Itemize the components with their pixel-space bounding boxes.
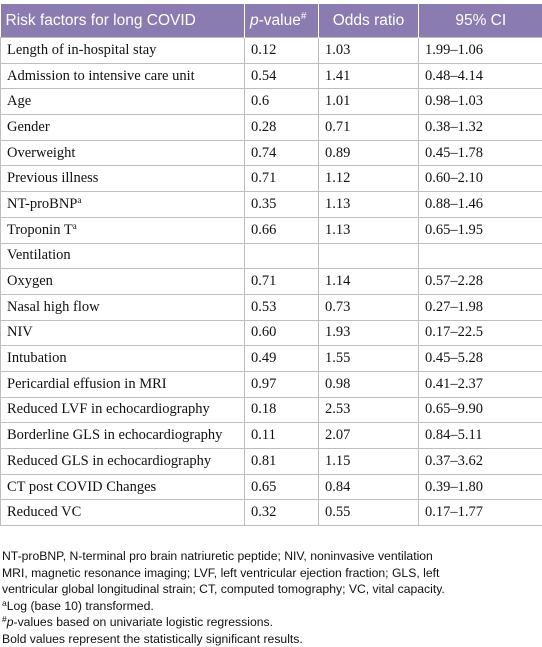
cell-confidence-interval: 0.45–1.78 [419,140,542,166]
cell-confidence-interval [419,243,542,269]
footnote-bold-note: Bold values represent the statistically significant results. [2,631,540,647]
table-row [1,500,542,526]
table-row [1,269,542,295]
footnote-hash-text: -values based on univariate logistic regressions. [14,615,273,629]
cell-odds-ratio: 0.84 [319,474,419,500]
cell-p-value: 0.66 [245,217,319,243]
cell-confidence-interval: 0.88–1.46 [419,192,542,218]
table-row [1,397,542,423]
cell-p-value: 0.49 [245,346,319,372]
cell-confidence-interval: 0.41–2.37 [419,371,542,397]
footnote-marker: a [73,221,77,231]
footnote-a [2,598,540,615]
footnote-a-mark: a [2,598,7,608]
cell-risk-factor: Intubation [1,346,245,372]
cell-confidence-interval: 0.84–5.11 [419,423,542,449]
table-row [1,89,542,115]
cell-odds-ratio: 0.55 [319,500,419,526]
cell-p-value: 0.97 [245,371,319,397]
cell-confidence-interval: 0.17–22.5 [419,320,542,346]
cell-risk-factor: Ventilation [1,243,245,269]
cell-risk-factor: NT-proBNP$^a$ [1,192,245,218]
cell-p-value: 0.28 [245,115,319,141]
cell-risk-factor: Overweight [1,140,245,166]
footnote-hash-p: p [7,615,14,629]
cell-p-value: 0.71 [245,166,319,192]
table-row [1,115,542,141]
cell-confidence-interval: 0.98–1.03 [419,89,542,115]
cell-risk-factor: Troponin $T^a$ [1,217,245,243]
cell-p-value: 0.81 [245,449,319,475]
cell-odds-ratio: 1.41 [319,63,419,89]
cell-p-value [245,243,319,269]
cell-risk-factor: CT post COVID Changes [1,474,245,500]
cell-odds-ratio: 0.89 [319,140,419,166]
table-row [1,449,542,475]
table-row [1,294,542,320]
cell-risk-factor: Gender [1,115,245,141]
header-p-suffix: -value [259,12,301,29]
cell-risk-factor: Borderline GLS in echocardiography [1,423,245,449]
cell-risk-factor: Reduced LVF in echocardiography [1,397,245,423]
table-row [1,243,542,269]
header-odds-ratio: Odds ratio [319,4,419,38]
table-row [1,320,542,346]
abbreviations-line-1: NT-proBNP, N-terminal pro brain natriuretic peptide; NIV, noninvasive ventilation [2,548,540,565]
cell-risk-factor: Nasal high flow [1,294,245,320]
cell-odds-ratio: 1.13 [319,192,419,218]
cell-risk-factor: Previous illness [1,166,245,192]
cell-odds-ratio: 1.93 [319,320,419,346]
cell-p-value: 0.60 [245,320,319,346]
cell-odds-ratio: 1.14 [319,269,419,295]
table-body [1,38,542,526]
header-p-mark: # [301,11,307,22]
cell-confidence-interval: 0.27–1.98 [419,294,542,320]
table-row [1,63,542,89]
cell-confidence-interval: 0.45–5.28 [419,346,542,372]
table-row [1,140,542,166]
cell-p-value: 0.71 [245,269,319,295]
cell-risk-factor: Age [1,89,245,115]
cell-p-value: 0.6 [245,89,319,115]
cell-risk-factor: Oxygen [1,269,245,295]
cell-p-value: 0.65 [245,474,319,500]
cell-odds-ratio: 2.07 [319,423,419,449]
cell-odds-ratio: 1.55 [319,346,419,372]
cell-p-value: 0.32 [245,500,319,526]
header-p-letter: p [250,12,259,29]
cell-odds-ratio: 0.73 [319,294,419,320]
cell-odds-ratio: 1.03 [319,38,419,64]
cell-odds-ratio [319,243,419,269]
cell-risk-factor: Length of in-hospital stay [1,38,245,64]
footnote-hash [2,614,540,631]
cell-confidence-interval: 1.99–1.06 [419,38,542,64]
cell-confidence-interval: 0.38–1.32 [419,115,542,141]
cell-odds-ratio: 1.01 [319,89,419,115]
cell-risk-factor: Admission to intensive care unit [1,63,245,89]
cell-risk-factor: Reduced VC [1,500,245,526]
cell-confidence-interval: 0.39–1.80 [419,474,542,500]
cell-risk-factor: Pericardial effusion in MRI [1,371,245,397]
footnote-a-text: Log (base 10) transformed. [7,599,154,613]
cell-confidence-interval: 0.48–4.14 [419,63,542,89]
cell-confidence-interval: 0.65–1.95 [419,217,542,243]
risk-factor-table-container [0,4,542,526]
cell-risk-factor: Reduced GLS in echocardiography [1,449,245,475]
cell-risk-factor: NIV [1,320,245,346]
cell-odds-ratio: 0.98 [319,371,419,397]
risk-factor-table [0,4,542,526]
cell-confidence-interval: 0.65–9.90 [419,397,542,423]
table-row [1,192,542,218]
cell-p-value: 0.74 [245,140,319,166]
cell-confidence-interval: 0.17–1.77 [419,500,542,526]
cell-p-value: 0.18 [245,397,319,423]
table-footnotes [2,548,540,647]
table-row [1,474,542,500]
cell-odds-ratio: 1.15 [319,449,419,475]
table-row [1,38,542,64]
cell-p-value: 0.53 [245,294,319,320]
abbreviations-line-3: ventricular global longitudinal strain; CT, computed tomography; VC, vital capacity. [2,581,540,598]
footnote-marker: a [77,195,81,205]
header-p-value [245,4,319,38]
abbreviations-line-2: MRI, magnetic resonance imaging; LVF, left ventricular ejection fraction; GLS, left [2,565,540,582]
cell-p-value: 0.35 [245,192,319,218]
cell-odds-ratio: 1.12 [319,166,419,192]
header-risk-factor: Risk factors for long COVID [1,4,245,38]
cell-odds-ratio: 2.53 [319,397,419,423]
footnote-hash-mark: # [2,614,7,624]
table-row [1,371,542,397]
cell-confidence-interval: 0.37–3.62 [419,449,542,475]
table-row [1,217,542,243]
table-row [1,423,542,449]
cell-p-value: 0.54 [245,63,319,89]
table-row [1,166,542,192]
table-header-row [1,4,542,38]
cell-odds-ratio: 0.71 [319,115,419,141]
cell-p-value: 0.12 [245,38,319,64]
cell-p-value: 0.11 [245,423,319,449]
header-confidence-interval: 95% CI [419,4,542,38]
cell-confidence-interval: 0.57–2.28 [419,269,542,295]
cell-confidence-interval: 0.60–2.10 [419,166,542,192]
cell-odds-ratio: 1.13 [319,217,419,243]
table-row [1,346,542,372]
